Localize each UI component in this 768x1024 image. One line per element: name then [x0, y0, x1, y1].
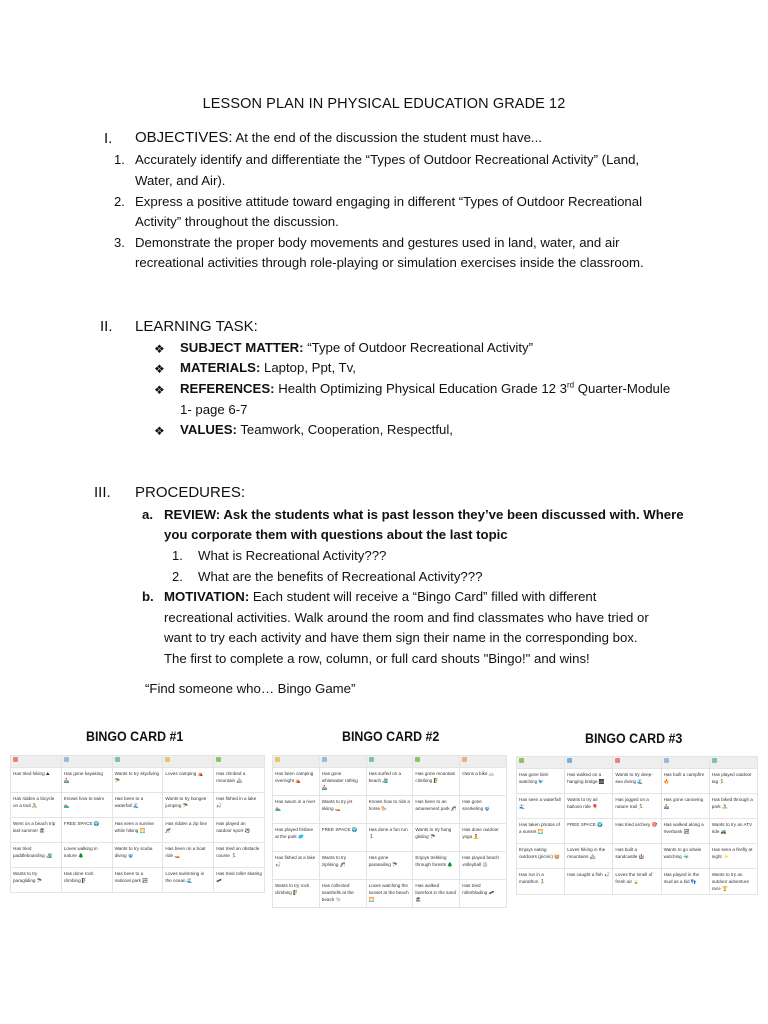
bingo-cell: Has taken photos of a sunset 🌅	[517, 819, 565, 844]
objective-number: 1.	[114, 152, 125, 167]
bingo-cell: Has walked along a riverbank 🏞	[661, 819, 709, 844]
subject-matter-line	[180, 338, 533, 359]
bingo-cell: Wants to try skydiving 🪂	[112, 768, 163, 793]
bingo-cell: Wants to try bungee jumping 🪂	[163, 793, 214, 818]
bingo-header-cell	[112, 756, 163, 768]
bingo-cell: Enjoys trekking through forests 🌲	[413, 852, 460, 880]
values-label: VALUES:	[180, 422, 237, 437]
bingo-cell: Knows how to ride a horse 🐎	[366, 796, 413, 824]
bingo-cell: Has gone snorkeling 🤿	[460, 796, 507, 824]
bingo-row	[273, 768, 507, 796]
bingo-cell: Has swum in a river 🏊	[273, 796, 320, 824]
procedures-numeral: III.	[94, 484, 111, 501]
bingo-cell: Has been camping overnight ⛺	[273, 768, 320, 796]
review-text: you corporate them with questions about the last topic	[164, 527, 508, 542]
bingo-row	[273, 796, 507, 824]
procedures-heading: PROCEDURES:	[135, 484, 246, 501]
bingo-row	[517, 769, 758, 794]
objective-text: Demonstrate the proper body movements and gestures used in land, water, and air	[135, 235, 620, 250]
motivation-letter: b.	[142, 589, 154, 604]
activity-icon	[664, 758, 669, 763]
bingo-cell: Has run in a marathon 🏃	[517, 869, 565, 895]
bingo-game-title: “Find someone who… Bingo Game”	[145, 681, 356, 696]
bingo-header-cell	[366, 756, 413, 768]
objectives-intro: At the end of the discussion the student must have...	[235, 130, 542, 145]
bingo-card-title: BINGO CARD #1	[86, 729, 184, 744]
diamond-bullet-icon: ❖	[154, 362, 165, 376]
activity-icon	[13, 757, 18, 762]
bingo-cell: Has ridden a bicycle on a trail 🚴	[11, 793, 62, 818]
bingo-header-row	[517, 757, 758, 769]
activity-icon	[216, 757, 221, 762]
bingo-header-cell	[163, 756, 214, 768]
bingo-cell: Loves the smell of fresh air 🍃	[613, 869, 661, 895]
materials-line	[180, 358, 356, 379]
bingo-row	[517, 869, 758, 895]
bingo-card-grid	[272, 755, 507, 908]
page-title: LESSON PLAN IN PHYSICAL EDUCATION GRADE 12	[202, 96, 566, 112]
materials-value: Laptop, Ppt, Tv,	[264, 360, 356, 375]
diamond-bullet-icon: ❖	[154, 424, 165, 438]
bingo-cell: Has built a sandcastle 🏰	[613, 844, 661, 869]
bingo-header-cell	[517, 757, 565, 769]
bingo-cell: Has tried archery 🎯	[613, 819, 661, 844]
bingo-row	[11, 843, 265, 868]
bingo-row	[273, 824, 507, 852]
motivation-text: Each student will receive a “Bingo Card” filled with different	[252, 589, 597, 604]
bingo-header-row	[11, 756, 265, 768]
references-superscript: rd	[567, 380, 575, 390]
bingo-card-title: BINGO CARD #2	[342, 729, 440, 744]
bingo-cell: Has done a fun run 🏃	[366, 824, 413, 852]
bingo-cell: Has done outdoor yoga 🧘	[460, 824, 507, 852]
bingo-cell: Has tried rollerblading 🛹	[460, 880, 507, 908]
objective-text: Activity” throughout the discussion.	[135, 214, 339, 229]
learning-task-heading: LEARNING TASK:	[135, 318, 258, 335]
bingo-cell: FREE SPACE 🌍	[565, 819, 613, 844]
bingo-row	[11, 793, 265, 818]
activity-icon	[519, 758, 524, 763]
values-line	[180, 420, 453, 441]
objective-number: 3.	[114, 235, 125, 250]
bingo-cell: Has walked on a hanging bridge 🌉	[565, 769, 613, 794]
activity-icon	[615, 758, 620, 763]
bingo-cell: Has gone whitewater rafting 🚣	[319, 768, 366, 796]
subject-matter-value: “Type of Outdoor Recreational Activity”	[307, 340, 534, 355]
objective-text: Water, and Air).	[135, 173, 226, 188]
bingo-cell: Loves watching the sunset at the beach 🌅	[366, 880, 413, 908]
bingo-cell: FREE SPACE 🌍	[61, 818, 112, 843]
bingo-cell: Wants to try deep-sea diving 🌊	[613, 769, 661, 794]
bingo-cell: Has played frisbee at the park 🥏	[273, 824, 320, 852]
bingo-row	[517, 819, 758, 844]
bingo-cell: Wants to try jet skiing 🚤	[319, 796, 366, 824]
bingo-cell: Has walked barefoot in the sand 🏖	[413, 880, 460, 908]
learning-task-numeral: II.	[100, 318, 113, 335]
bingo-cell: Has played in the mud as a kid 👣	[661, 869, 709, 895]
bingo-header-cell	[613, 757, 661, 769]
bingo-cell: Has gone mountain climbing 🧗	[413, 768, 460, 796]
objective-number: 2.	[114, 194, 125, 209]
bingo-cell: Wants to try rock climbing 🧗	[273, 880, 320, 908]
bingo-cell: Has gone bird-watching 🐦	[517, 769, 565, 794]
bingo-header-cell	[413, 756, 460, 768]
activity-icon	[415, 757, 420, 762]
motivation-text: The first to complete a row, column, or full card shouts "Bingo!" and wins!	[164, 651, 590, 666]
bingo-cell: Wants to try an outdoor adventure race 🏆	[709, 869, 757, 895]
bingo-card-grid	[516, 756, 758, 895]
bingo-row	[517, 794, 758, 819]
objective-text: recreational activities through role-playing or simulation exercises inside the classroom.	[135, 255, 644, 270]
objectives-numeral: I.	[104, 130, 113, 147]
bingo-cell: Has tried hiking ⛰	[11, 768, 62, 793]
bingo-cell: Has jogged on a nature trail 🏃	[613, 794, 661, 819]
bingo-cell: Has fished at a lake 🎣	[273, 852, 320, 880]
bingo-cell: Loves hiking in the mountains 🏔	[565, 844, 613, 869]
bingo-header-cell	[214, 756, 265, 768]
bingo-card-title: BINGO CARD #3	[585, 731, 683, 746]
activity-icon	[165, 757, 170, 762]
references-label: REFERENCES:	[180, 381, 275, 396]
bingo-header-cell	[11, 756, 62, 768]
values-value: Teamwork, Cooperation, Respectful,	[240, 422, 453, 437]
bingo-header-row	[273, 756, 507, 768]
bingo-cell: Has played outdoor tag 🏃	[709, 769, 757, 794]
subject-matter-label: SUBJECT MATTER:	[180, 340, 304, 355]
bingo-row	[11, 818, 265, 843]
activity-icon	[64, 757, 69, 762]
references-value: Health Optimizing Physical Education Grade 12 3	[278, 381, 568, 396]
bingo-cell: Enjoys eating outdoors (picnic) 🧺	[517, 844, 565, 869]
objective-text: Express a positive attitude toward engaging in different “Types of Outdoor Recreational	[135, 194, 643, 209]
materials-label: MATERIALS:	[180, 360, 261, 375]
bingo-header-cell	[61, 756, 112, 768]
bingo-cell: Has biked through a park 🚴	[709, 794, 757, 819]
activity-icon	[462, 757, 467, 762]
bingo-cell: Has collected seashells at the beach 🐚	[319, 880, 366, 908]
bingo-row	[517, 844, 758, 869]
bingo-cell: Went on a beach trip last summer 🏖	[11, 818, 62, 843]
bingo-header-cell	[319, 756, 366, 768]
bingo-cell: Has surfed on a beach 🏄	[366, 768, 413, 796]
bingo-cell: Has seen a sunrise while hiking 🌅	[112, 818, 163, 843]
bingo-cell: Has gone kayaking 🚣	[61, 768, 112, 793]
bingo-cell: Has played beach volleyball 🏐	[460, 852, 507, 880]
objectives-heading-line	[135, 128, 542, 149]
bingo-cell: Has fished in a lake 🎣	[214, 793, 265, 818]
bingo-cell: Has gone canoeing 🚣	[661, 794, 709, 819]
bingo-cell: Loves swimming in the ocean 🌊	[163, 868, 214, 893]
objectives-heading: OBJECTIVES:	[135, 129, 233, 146]
bingo-row	[11, 768, 265, 793]
bingo-header-cell	[273, 756, 320, 768]
bingo-cell: Wants to try an ATV ride 🚜	[709, 819, 757, 844]
activity-icon	[567, 758, 572, 763]
bingo-cell: Has been to an amusement park 🎢	[413, 796, 460, 824]
activity-icon	[115, 757, 120, 762]
bingo-cell: Has ridden a zip line 🎢	[163, 818, 214, 843]
bingo-cell: Knows how to swim 🏊	[61, 793, 112, 818]
bingo-cell: Has been on a boat ride 🚤	[163, 843, 214, 868]
motivation-text: recreational activities. Walk around the room and find classmates who have tried or	[164, 610, 649, 625]
question-text: What is Recreational Activity???	[198, 548, 387, 563]
bingo-cell: Has been to a waterfall 🌊	[112, 793, 163, 818]
motivation-line	[164, 587, 596, 608]
bingo-cell: Loves camping ⛺	[163, 768, 214, 793]
references-line	[180, 379, 670, 400]
bingo-cell: Has tried paddleboarding 🏄	[11, 843, 62, 868]
review-text: REVIEW: Ask the students what is past lesson they’ve been discussed with. Where	[164, 507, 684, 522]
activity-icon	[275, 757, 280, 762]
bingo-header-cell	[661, 757, 709, 769]
bingo-row	[273, 880, 507, 908]
bingo-cell: Has gone parasailing 🪂	[366, 852, 413, 880]
bingo-row	[273, 852, 507, 880]
bingo-cell: Loves walking in nature 🌲	[61, 843, 112, 868]
bingo-cell: Has tried roller skating 🛹	[214, 868, 265, 893]
bingo-header-cell	[460, 756, 507, 768]
bingo-cell: Wants to try paragliding 🪂	[11, 868, 62, 893]
bingo-cell: FREE SPACE 🌍	[319, 824, 366, 852]
bingo-cell: Wants to try ziplining 🎢	[319, 852, 366, 880]
bingo-cell: Has climbed a mountain 🏔	[214, 768, 265, 793]
motivation-text: want to try each activity and have them sign their name in the corresponding box.	[164, 630, 638, 645]
bingo-cell: Has tried an obstacle course 🏃	[214, 843, 265, 868]
bingo-cell: Wants to go whale watching 🐳	[661, 844, 709, 869]
activity-icon	[369, 757, 374, 762]
bingo-cell: Owns a bike 🚲	[460, 768, 507, 796]
diamond-bullet-icon: ❖	[154, 383, 165, 397]
question-number: 1.	[172, 548, 183, 563]
question-text: What are the benefits of Recreational Activity???	[198, 569, 483, 584]
activity-icon	[712, 758, 717, 763]
bingo-cell: Has done rock climbing 🧗	[61, 868, 112, 893]
review-letter: a.	[142, 507, 153, 522]
bingo-cell: Has played an outdoor sport ⚽	[214, 818, 265, 843]
references-line-2: 1- page 6-7	[180, 402, 248, 417]
bingo-cell: Has caught a fish 🎣	[565, 869, 613, 895]
bingo-cell: Wants to try air balloon ride 🎈	[565, 794, 613, 819]
bingo-cell: Has seen a firefly at night ✨	[709, 844, 757, 869]
diamond-bullet-icon: ❖	[154, 342, 165, 356]
references-value-cont: Quarter-Module	[574, 381, 671, 396]
bingo-row	[11, 868, 265, 893]
bingo-cell: Has built a campfire 🔥	[661, 769, 709, 794]
bingo-cell: Wants to try hang gliding 🪂	[413, 824, 460, 852]
question-number: 2.	[172, 569, 183, 584]
bingo-cell: Has been to a national park 🏞	[112, 868, 163, 893]
bingo-cell: Wants to try scuba diving 🤿	[112, 843, 163, 868]
activity-icon	[322, 757, 327, 762]
bingo-card-grid	[10, 755, 265, 893]
motivation-label: MOTIVATION:	[164, 589, 250, 604]
bingo-cell: Has seen a waterfall 🌊	[517, 794, 565, 819]
objective-text: Accurately identify and differentiate the “Types of Outdoor Recreational Activity” (Land,	[135, 152, 640, 167]
bingo-header-cell	[709, 757, 757, 769]
bingo-header-cell	[565, 757, 613, 769]
